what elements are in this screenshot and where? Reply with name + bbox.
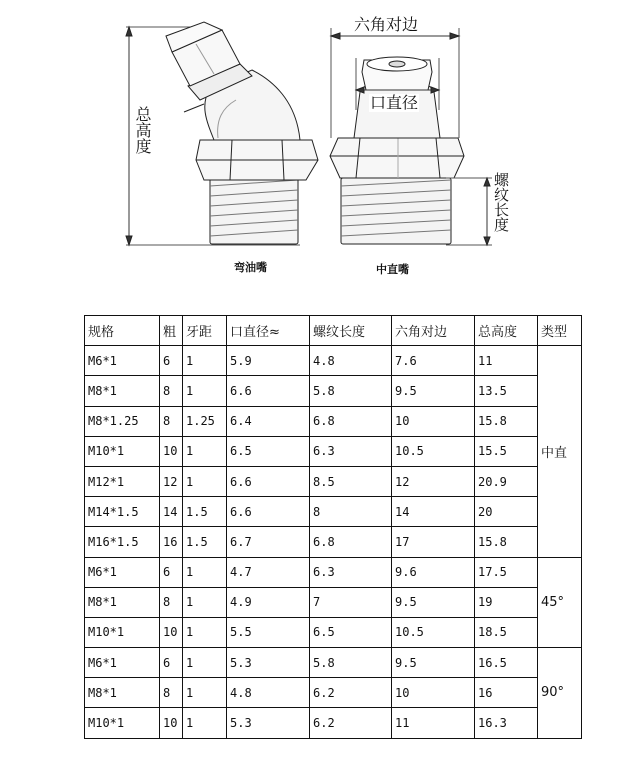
cell-pitch: 1 [183, 587, 227, 617]
cell-total-height: 18.5 [475, 617, 538, 647]
cell-mouth-diameter: 4.8 [227, 678, 310, 708]
cell-spec: M8*1 [85, 678, 160, 708]
cell-total-height: 16.5 [475, 648, 538, 678]
cell-total-height: 16.3 [475, 708, 538, 738]
cell-mouth-diameter: 6.7 [227, 527, 310, 557]
cell-type-straight: 中直 [538, 346, 582, 557]
cell-thread-length: 6.5 [310, 617, 392, 647]
cell-spec: M6*1 [85, 346, 160, 376]
cell-thread-length: 5.8 [310, 376, 392, 406]
cell-pitch: 1 [183, 648, 227, 678]
cell-pitch: 1 [183, 708, 227, 738]
cell-hex-width: 9.5 [392, 648, 475, 678]
cell-total-height: 15.8 [475, 406, 538, 436]
cell-pitch: 1.25 [183, 406, 227, 436]
cell-mouth-diameter: 4.9 [227, 587, 310, 617]
cell-diameter: 14 [160, 497, 183, 527]
cell-pitch: 1.5 [183, 527, 227, 557]
cell-type-90: 90° [538, 648, 582, 739]
cell-pitch: 1 [183, 678, 227, 708]
cell-diameter: 10 [160, 436, 183, 466]
cell-total-height: 17.5 [475, 557, 538, 587]
cell-thread-length: 6.3 [310, 436, 392, 466]
cell-spec: M8*1.25 [85, 406, 160, 436]
cell-hex-width: 14 [392, 497, 475, 527]
cell-hex-width: 9.5 [392, 376, 475, 406]
cell-mouth-diameter: 5.5 [227, 617, 310, 647]
cell-total-height: 15.8 [475, 527, 538, 557]
header-spec: 规格 [85, 316, 160, 346]
cell-diameter: 6 [160, 648, 183, 678]
cell-pitch: 1.5 [183, 497, 227, 527]
header-hex-width: 六角对边 [392, 316, 475, 346]
table-row [85, 406, 582, 436]
cell-pitch: 1 [183, 466, 227, 496]
table-row [85, 557, 582, 587]
table-row [85, 436, 582, 466]
cell-diameter: 8 [160, 376, 183, 406]
cell-total-height: 20.9 [475, 466, 538, 496]
fittings-drawing [0, 0, 621, 300]
header-diameter: 粗 [160, 316, 183, 346]
cell-spec: M10*1 [85, 708, 160, 738]
cell-diameter: 8 [160, 406, 183, 436]
cell-diameter: 10 [160, 617, 183, 647]
cell-hex-width: 11 [392, 708, 475, 738]
bent-fitting-drawing [166, 22, 318, 244]
cell-spec: M10*1 [85, 436, 160, 466]
cell-thread-length: 8 [310, 497, 392, 527]
header-mouth-diameter: 口直径≈ [227, 316, 310, 346]
cell-diameter: 10 [160, 708, 183, 738]
cell-hex-width: 9.5 [392, 587, 475, 617]
cell-total-height: 16 [475, 678, 538, 708]
cell-mouth-diameter: 6.5 [227, 436, 310, 466]
cell-pitch: 1 [183, 617, 227, 647]
cell-mouth-diameter: 5.3 [227, 708, 310, 738]
header-type: 类型 [538, 316, 582, 346]
cell-hex-width: 10 [392, 406, 475, 436]
spec-table [84, 315, 582, 739]
cell-mouth-diameter: 6.4 [227, 406, 310, 436]
table-row [85, 376, 582, 406]
cell-thread-length: 5.8 [310, 648, 392, 678]
cell-spec: M10*1 [85, 617, 160, 647]
cell-total-height: 15.5 [475, 436, 538, 466]
straight-fitting-drawing [330, 28, 492, 245]
cell-spec: M8*1 [85, 587, 160, 617]
fittings-diagram [0, 0, 621, 300]
table-row [85, 678, 582, 708]
cell-thread-length: 6.8 [310, 527, 392, 557]
cell-spec: M12*1 [85, 466, 160, 496]
cell-diameter: 6 [160, 346, 183, 376]
cell-thread-length: 7 [310, 587, 392, 617]
cell-thread-length: 4.8 [310, 346, 392, 376]
cell-total-height: 13.5 [475, 376, 538, 406]
cell-diameter: 8 [160, 587, 183, 617]
cell-spec: M6*1 [85, 557, 160, 587]
cell-total-height: 11 [475, 346, 538, 376]
cell-hex-width: 10.5 [392, 436, 475, 466]
cell-mouth-diameter: 4.7 [227, 557, 310, 587]
cell-hex-width: 17 [392, 527, 475, 557]
thread-length-label: 螺纹长度 [492, 172, 510, 232]
table-row [85, 466, 582, 496]
total-height-label: 总高度 [133, 106, 152, 154]
cell-thread-length: 6.2 [310, 678, 392, 708]
cell-thread-length: 8.5 [310, 466, 392, 496]
cell-thread-length: 6.2 [310, 708, 392, 738]
header-thread-length: 螺纹长度 [310, 316, 392, 346]
cell-hex-width: 12 [392, 466, 475, 496]
table-row [85, 648, 582, 678]
bent-fitting-caption: 弯油嘴 [234, 261, 267, 274]
cell-diameter: 6 [160, 557, 183, 587]
table-header-row [85, 316, 582, 346]
cell-type-45: 45° [538, 557, 582, 648]
cell-mouth-diameter: 6.6 [227, 376, 310, 406]
cell-thread-length: 6.8 [310, 406, 392, 436]
mouth-diameter-label: 口直径 [370, 93, 419, 112]
cell-pitch: 1 [183, 436, 227, 466]
table-row [85, 346, 582, 376]
cell-spec: M8*1 [85, 376, 160, 406]
header-pitch: 牙距 [183, 316, 227, 346]
cell-diameter: 16 [160, 527, 183, 557]
cell-hex-width: 7.6 [392, 346, 475, 376]
table-row [85, 617, 582, 647]
cell-mouth-diameter: 5.3 [227, 648, 310, 678]
cell-pitch: 1 [183, 376, 227, 406]
cell-mouth-diameter: 6.6 [227, 466, 310, 496]
cell-spec: M6*1 [85, 648, 160, 678]
table-row [85, 527, 582, 557]
cell-spec: M14*1.5 [85, 497, 160, 527]
cell-hex-width: 9.6 [392, 557, 475, 587]
cell-hex-width: 10.5 [392, 617, 475, 647]
cell-mouth-diameter: 6.6 [227, 497, 310, 527]
cell-thread-length: 6.3 [310, 557, 392, 587]
cell-pitch: 1 [183, 557, 227, 587]
cell-hex-width: 10 [392, 678, 475, 708]
cell-diameter: 12 [160, 466, 183, 496]
cell-total-height: 19 [475, 587, 538, 617]
table-row [85, 708, 582, 738]
table-row [85, 497, 582, 527]
cell-mouth-diameter: 5.9 [227, 346, 310, 376]
cell-total-height: 20 [475, 497, 538, 527]
cell-diameter: 8 [160, 678, 183, 708]
table-row [85, 587, 582, 617]
straight-fitting-caption: 中直嘴 [376, 263, 409, 276]
header-total-height: 总高度 [475, 316, 538, 346]
cell-pitch: 1 [183, 346, 227, 376]
cell-spec: M16*1.5 [85, 527, 160, 557]
hex-width-label: 六角对边 [354, 15, 419, 34]
